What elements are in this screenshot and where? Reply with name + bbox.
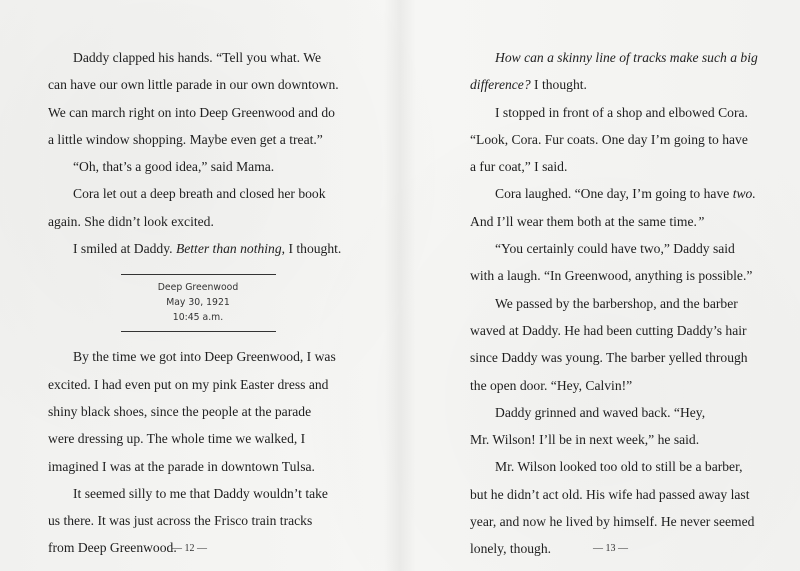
- text-line: a little window shopping. Maybe even get a treat.”: [48, 131, 323, 147]
- text-line: since Daddy was young. The barber yelled through: [470, 350, 748, 366]
- paragraph: [48, 208, 348, 235]
- text-line: again. She didn’t look excited.: [48, 213, 214, 229]
- text-line: Mr. Wilson looked too old to still be a barber,: [495, 459, 743, 475]
- text-run: I smiled at Daddy.: [73, 241, 176, 257]
- dateline-date: May 30, 1921: [166, 297, 230, 309]
- paragraph: [470, 153, 760, 180]
- text-line: shiny black shoes, since the people at the parade: [48, 403, 312, 419]
- text-line: a fur coat,” I said.: [470, 159, 568, 175]
- paragraph: [470, 508, 760, 535]
- text-line: We can march right on into Deep Greenwood and do: [48, 104, 335, 120]
- dateline-time: 10:45 a.m.: [172, 312, 224, 324]
- italic-text: difference?: [470, 77, 531, 93]
- paragraph: [470, 453, 760, 480]
- paragraph: [470, 44, 760, 71]
- paragraph: [48, 126, 348, 153]
- paragraph: [48, 425, 348, 452]
- paragraph: [470, 317, 760, 344]
- text-line: Cora let out a deep breath and closed her book: [73, 186, 326, 202]
- page-number-right: — 13 —: [593, 543, 628, 554]
- text-line: but he didn’t act old. His wife had passed away last: [470, 486, 750, 502]
- paragraph: [470, 426, 760, 453]
- text-line: waved at Daddy. He had been cutting Daddy’s hair: [470, 322, 747, 338]
- text-run: And I’ll wear them both at the same time.: [470, 213, 697, 229]
- page-number-left: — 12 —: [172, 543, 207, 554]
- paragraph: [48, 398, 348, 425]
- paragraph: [48, 343, 348, 370]
- right-page: [470, 44, 760, 563]
- paragraph: [470, 262, 760, 289]
- left-page: [48, 44, 348, 562]
- text-line: I stopped in front of a shop and elbowed Cora.: [495, 104, 748, 120]
- italic-text: ”: [696, 213, 705, 229]
- paragraph: [48, 371, 348, 398]
- text-line: It seemed silly to me that Daddy wouldn’t take: [73, 485, 328, 501]
- text-line: us there. It was just across the Frisco train tracks: [48, 513, 313, 529]
- paragraph: [470, 290, 760, 317]
- paragraph: [48, 453, 348, 480]
- text-run: I thought.: [530, 77, 587, 93]
- text-line: “You certainly could have two,” Daddy said: [495, 241, 735, 257]
- paragraph: [48, 44, 348, 71]
- text-line: can have our own little parade in our own downtown.: [48, 77, 339, 93]
- text-line: By the time we got into Deep Greenwood, I was: [73, 349, 336, 365]
- text-line: year, and now he lived by himself. He never seemed: [470, 514, 755, 530]
- text-line: from Deep Greenwood.: [48, 540, 177, 556]
- paragraph: [470, 399, 760, 426]
- paragraph: [48, 153, 348, 180]
- paragraph: [470, 235, 760, 262]
- dateline-place: Deep Greenwood: [157, 282, 239, 294]
- text-line: excited. I had even put on my pink Easter dress and: [48, 376, 329, 392]
- paragraph: [48, 480, 348, 507]
- italic-text: Better than nothing: [175, 241, 282, 257]
- text-line: “Look, Cora. Fur coats. One day I’m going to have: [470, 131, 748, 147]
- text-line: lonely, though.: [470, 541, 552, 557]
- text-line: Daddy grinned and waved back. “Hey,: [495, 404, 706, 420]
- paragraph: [470, 71, 760, 98]
- text-line: imagined I was at the parade in downtown Tulsa.: [48, 458, 315, 474]
- paragraph: [470, 481, 760, 508]
- paragraph: [48, 71, 348, 98]
- text-line: We passed by the barbershop, and the barber: [495, 295, 738, 311]
- paragraph: [470, 344, 760, 371]
- paragraph: [48, 99, 348, 126]
- text-run: , I thought.: [281, 241, 342, 257]
- text-line: were dressing up. The whole time we walked, I: [48, 431, 306, 447]
- paragraph: [48, 235, 348, 262]
- paragraph: [470, 126, 760, 153]
- scene-dateline: [121, 274, 276, 332]
- text-line: “Oh, that’s a good idea,” said Mama.: [73, 159, 275, 175]
- paragraph: [470, 372, 760, 399]
- text-line: the open door. “Hey, Calvin!”: [470, 377, 633, 393]
- text-line: with a laugh. “In Greenwood, anything is possible.”: [470, 268, 753, 284]
- paragraph: [470, 99, 760, 126]
- paragraph: [48, 180, 348, 207]
- paragraph: [470, 208, 760, 235]
- text-line: Daddy clapped his hands. “Tell you what. We: [73, 50, 321, 65]
- text-run: Cora laughed. “One day, I’m going to have: [495, 186, 733, 202]
- paragraph: [470, 180, 760, 207]
- paragraph: [48, 507, 348, 534]
- italic-text: two.: [732, 186, 756, 202]
- text-line: Mr. Wilson! I’ll be in next week,” he said.: [470, 432, 700, 448]
- italic-text: How can a skinny line of tracks make such a big: [495, 50, 758, 65]
